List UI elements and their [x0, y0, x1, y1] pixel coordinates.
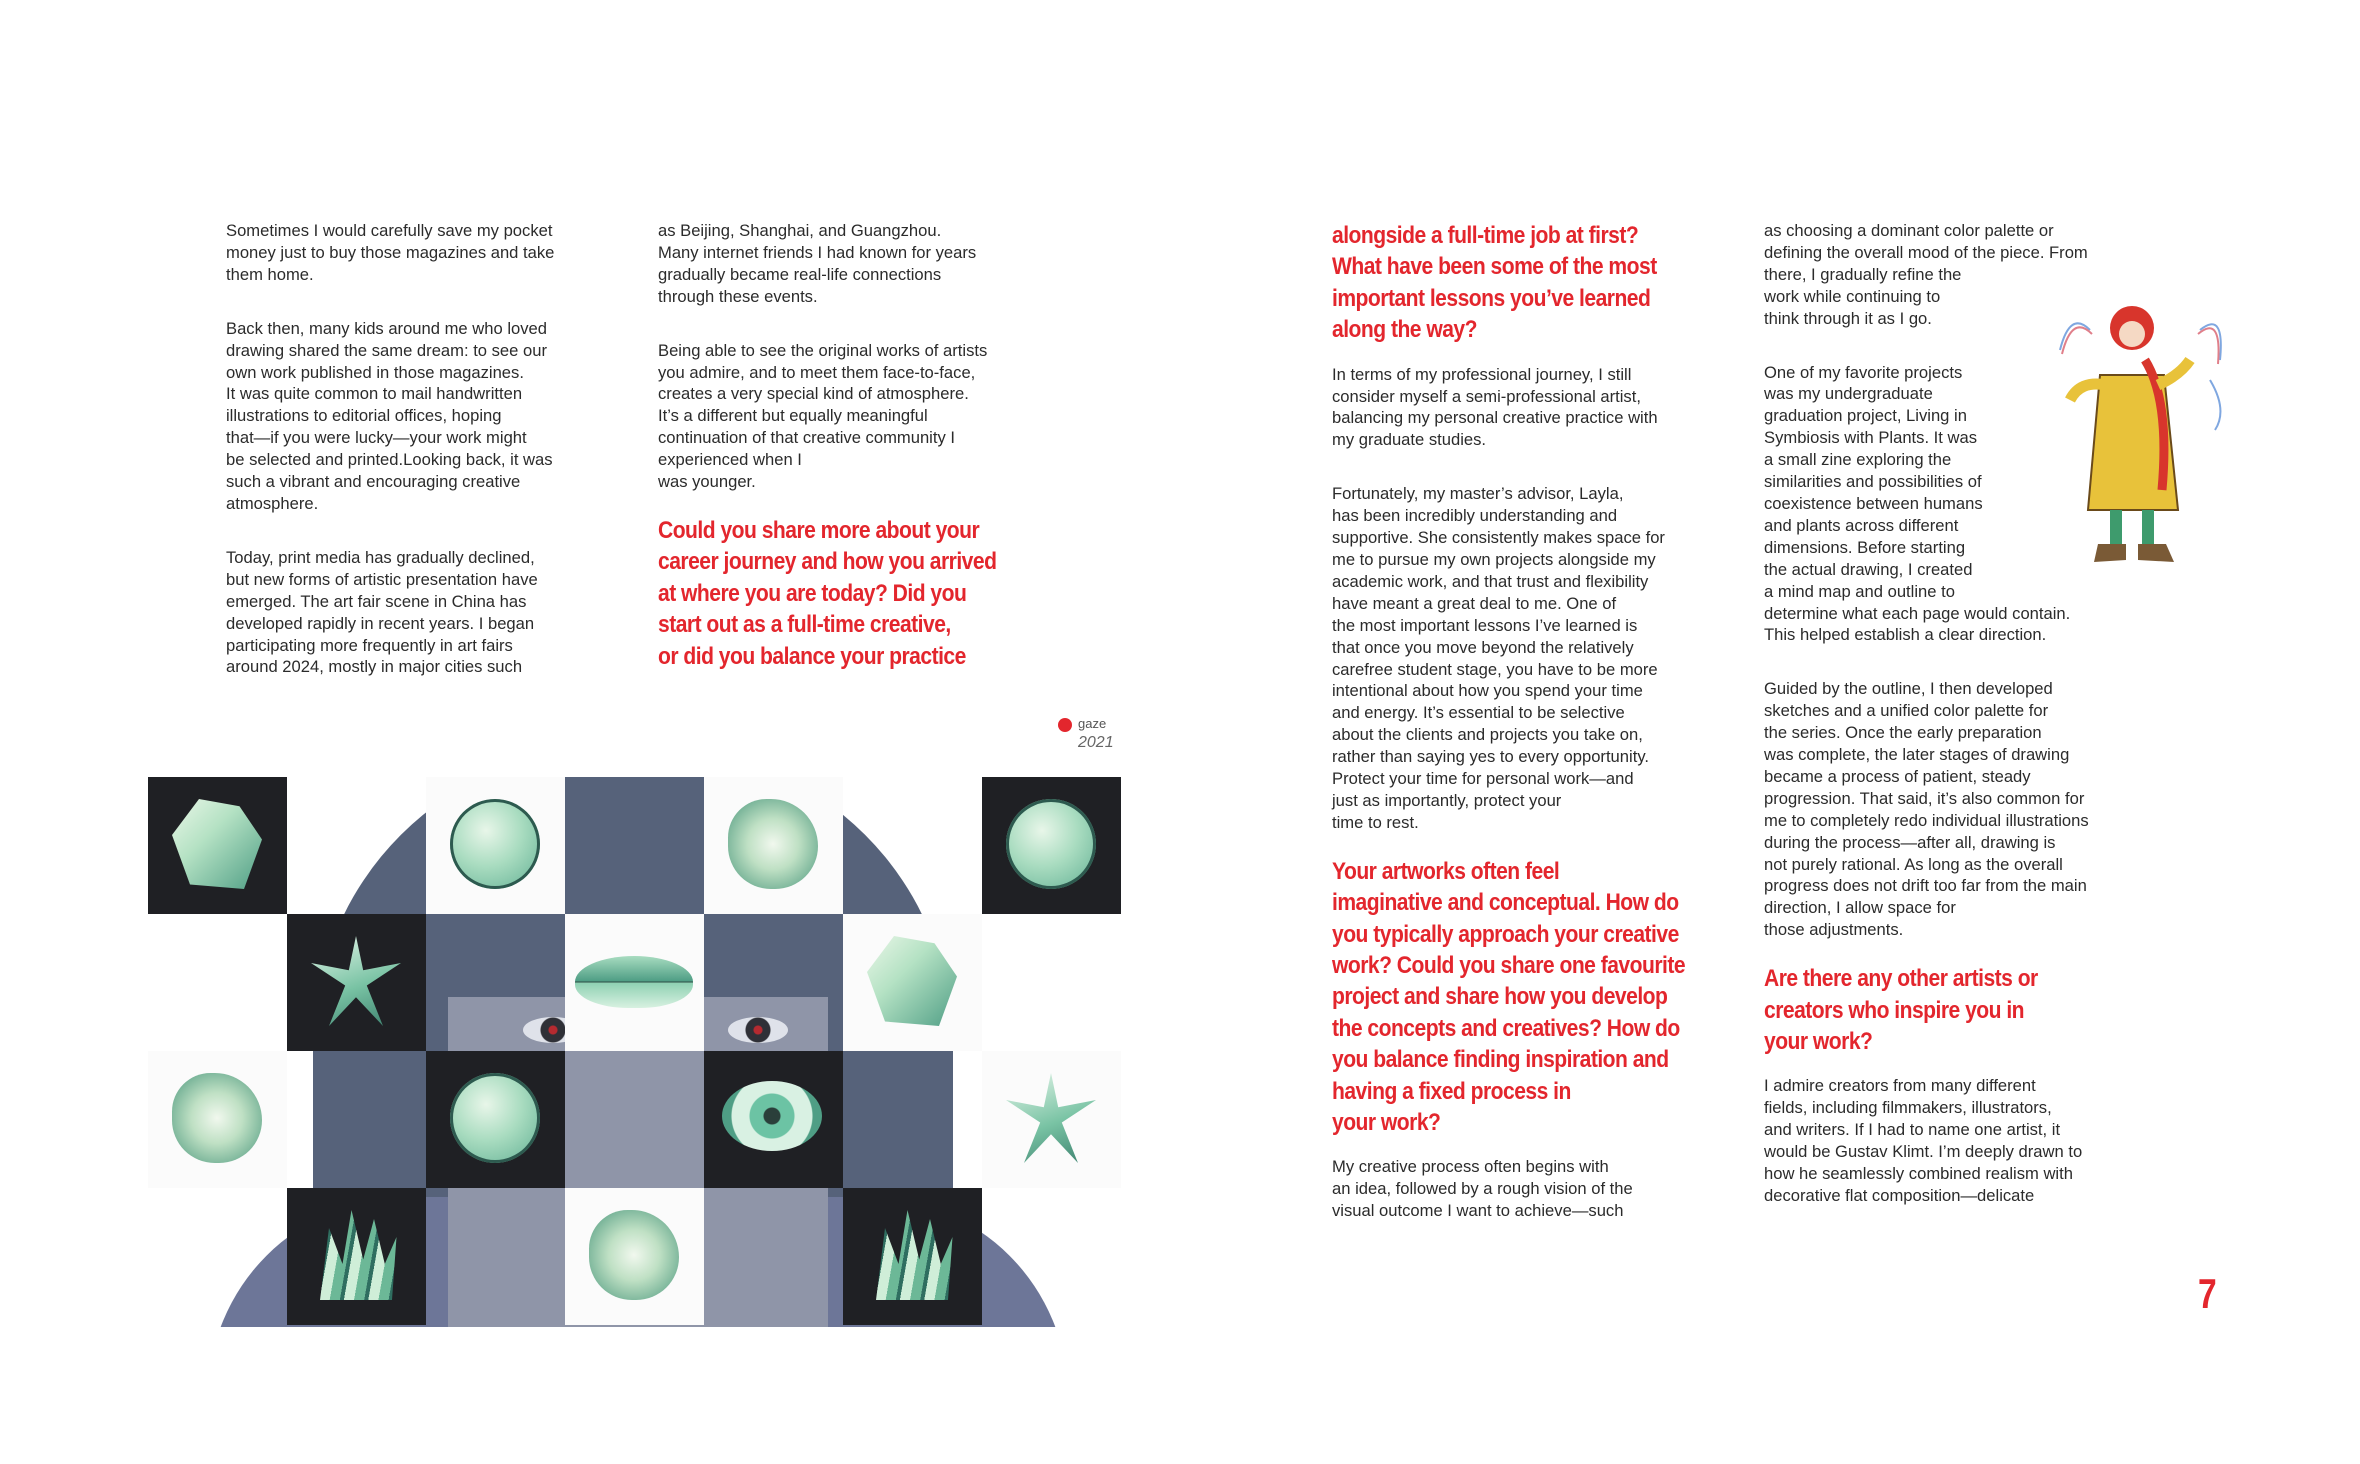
gem-tile [426, 777, 565, 914]
paragraph: One of my favorite projects was my undergraduate graduation project, Living in Symbiosis with Plants. It was a small zine exploring the similarities and possibilities of coexistence between humans and plants across different dimensions. Before starting the actual drawing, I created a mind map and outline to determine what each page would contain. This helped establish a clear direction. [1764, 362, 2071, 645]
gem-tile [565, 1188, 704, 1325]
paragraph: as choosing a dominant color palette or defining the overall mood of the piece. From there, I gradually refine the work while continuing to think through it as I go. [1764, 221, 2088, 328]
gem-tile [148, 777, 287, 914]
gem-tile [148, 1051, 287, 1188]
right-column-1 [1332, 220, 1732, 1254]
page-number: 7 [2198, 1270, 2217, 1317]
eye-icon [728, 1017, 788, 1043]
interview-question: alongside a full-time job at first? What have been some of the most important lessons you’ve learned along the way? [1332, 222, 1657, 344]
gem-tile [287, 1188, 426, 1325]
lips-tile [565, 914, 704, 1051]
gem-tile [982, 1051, 1121, 1188]
left-column-2 [658, 220, 1058, 690]
gem-tile [426, 1051, 565, 1188]
paragraph: Fortunately, my master’s advisor, Layla, has been incredibly understanding and supportive. She consistently makes space for me to pursue my own projects alongside my academic work, and that trust and flexibility have meant a great deal to me. One of the most important lessons I’ve learned is that once you move beyond the relatively carefree student stage, you have to be more intentional about how you spend your time and energy. It’s essential to be selective about the clients and projects you take on, rather than saying yes to every opportunity. Protect your time for personal work—and just as importantly, protect your time to rest. [1332, 484, 1665, 832]
interview-question: Are there any other artists or creators who inspire you in your work? [1764, 965, 2038, 1055]
girl-illustration [2050, 290, 2230, 580]
paragraph: I admire creators from many different fields, including filmmakers, illustrators, and writers. If I had to name one artist, it would be Gustav Klimt. I’m deeply drawn to how he seamlessly combined realism with decorative flat composition—delicate [1764, 1076, 2083, 1205]
artwork-gaze [148, 777, 1122, 1327]
paragraph: Back then, many kids around me who loved drawing shared the same dream: to see our own work published in those magazines. It was quite common to mail handwritten illustrations to editorial offices, hoping that—if you were lucky—your work might be selected and printed.Looking back, it was such a vibrant and encouraging creative atmosphere. [226, 318, 553, 513]
paragraph: Guided by the outline, I then developed sketches and a unified color palette for the series. Once the early preparation was complete, the later stages of drawing became a process of patient, steady progression. That said, it’s also common for me to completely redo individual illustrations during the process—after all, drawing is not purely rational. As long as the overall progress does not drift too far from the main direction, I allow space for those adjustments. [1764, 679, 2089, 940]
interview-question: Could you share more about your career journey and how you arrived at where you are today? Did you start out as a full-time creative, or did you balance your practice [658, 516, 997, 670]
eye-tile [704, 1051, 843, 1188]
paragraph: Sometimes I would carefully save my pocket money just to buy those magazines and take them home. [226, 221, 555, 284]
left-column-1 [226, 220, 626, 710]
artwork-year: 2021 [1078, 734, 1114, 751]
paragraph: Being able to see the original works of artists you admire, and to meet them face-to-face, creates a very special kind of atmosphere. It’s a different but equally meaningful continuation of that creative community I experienced when I was younger. [658, 340, 988, 492]
gem-tile [982, 777, 1121, 914]
paragraph: In terms of my professional journey, I still consider myself a semi-professional artist, balancing my personal creative practice with my graduate studies. [1332, 364, 1658, 450]
gem-tile [287, 914, 426, 1051]
gem-tile [704, 777, 843, 914]
paragraph: Today, print media has gradually declined, but new forms of artistic presentation have emerged. The art fair scene in China has developed rapidly in recent years. I began participating more frequently in art fairs around 2024, mostly in major cities such [226, 547, 538, 677]
gem-tile [843, 914, 982, 1051]
gem-tile [843, 1188, 982, 1325]
paragraph: as Beijing, Shanghai, and Guangzhou. Many internet friends I had known for years gradually became real-life connections through these events. [658, 221, 977, 306]
artwork-title: gaze [1078, 716, 1107, 731]
interview-question: Your artworks often feel imaginative and conceptual. How do you typically approach your creative work? Could you share one favourite project and share how you develop the concepts and creatives? How do you balance finding inspiration and having a fixed process in your work? [1332, 857, 1686, 1136]
red-dot-icon [1058, 718, 1072, 732]
paragraph: My creative process often begins with an idea, followed by a rough vision of the visual outcome I want to achieve—such [1332, 1157, 1633, 1221]
